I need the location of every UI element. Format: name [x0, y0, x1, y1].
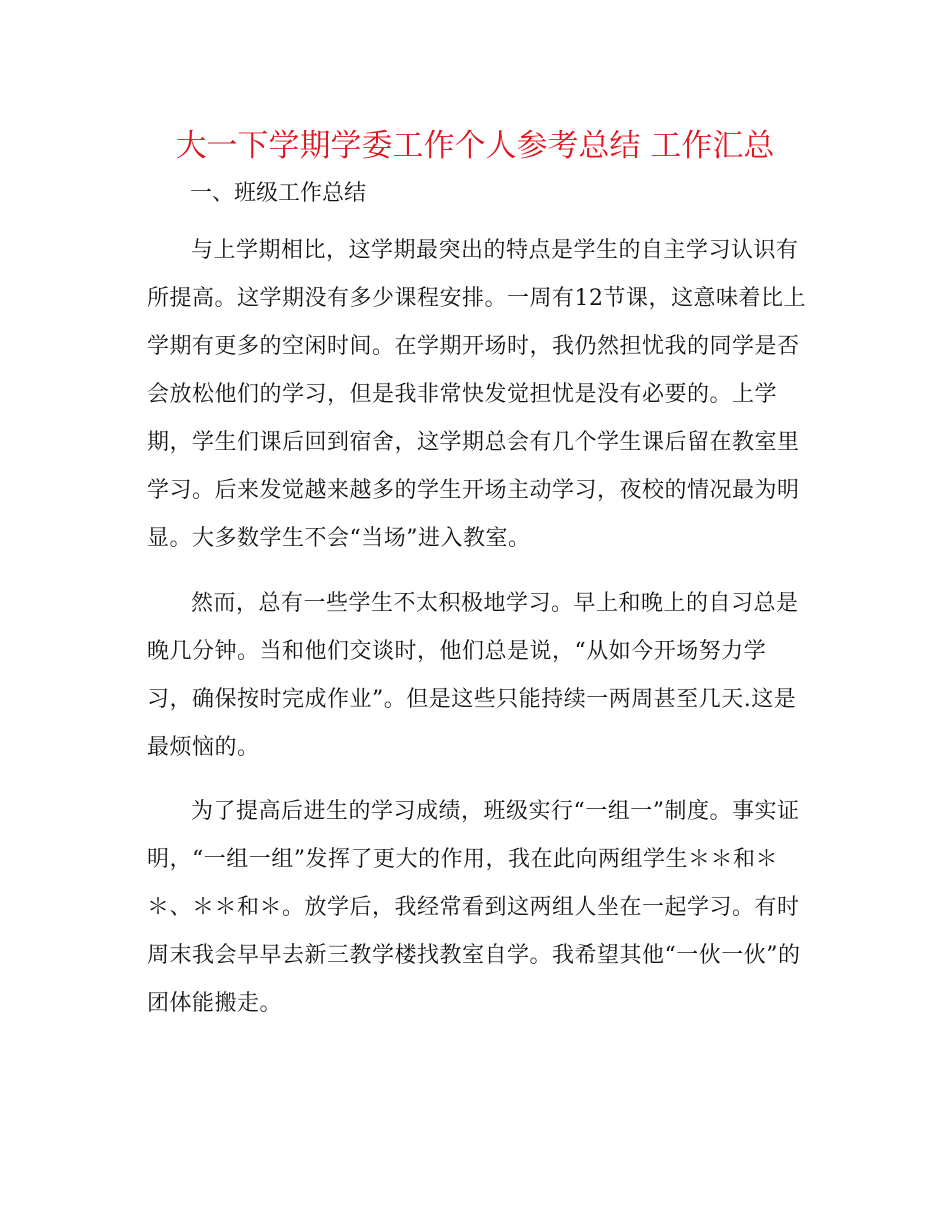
section-heading: 一、班级工作总结: [190, 181, 367, 206]
paragraph-3: 为了提高后进生的学习成绩，班级实行“一组一”制度。事实证明，“一组一组”发挥了更大的作用，我在此向两组学生＊＊和＊＊、＊＊和＊。放学后，我经常看到这两组人坐在一起学习。有时周末我会早早去新三教学楼找教室自学。我希望其他“一伙一伙”的团体能搬走。: [147, 799, 801, 1016]
paragraph-2: 然而，总有一些学生不太积极地学习。早上和晚上的自习总是晚几分钟。当和他们交谈时，他们总是说，“从如今开场努力学习，确保按时完成作业”。但是这些只能持续一两周甚至几天.这是最烦恼的。: [147, 591, 799, 760]
document-title: 大一下学期学委工作个人参考总结 工作汇总: [175, 128, 775, 164]
paragraph-1: 与上学期相比，这学期最突出的特点是学生的自主学习认识有所提高。这学期没有多少课程安排。一周有12节课，这意味着比上学期有更多的空闲时间。在学期开场时，我仍然担忧我的同学是否会放松他们的学习，但是我非常快发觉担忧是没有必要的。上学期，学生们课后回到宿舍，这学期总会有几个学生课后留在教室里学习。后来发觉越来越多的学生开场主动学习，夜校的情况最为明显。大多数学生不会“当场”进入教室。: [147, 238, 806, 551]
